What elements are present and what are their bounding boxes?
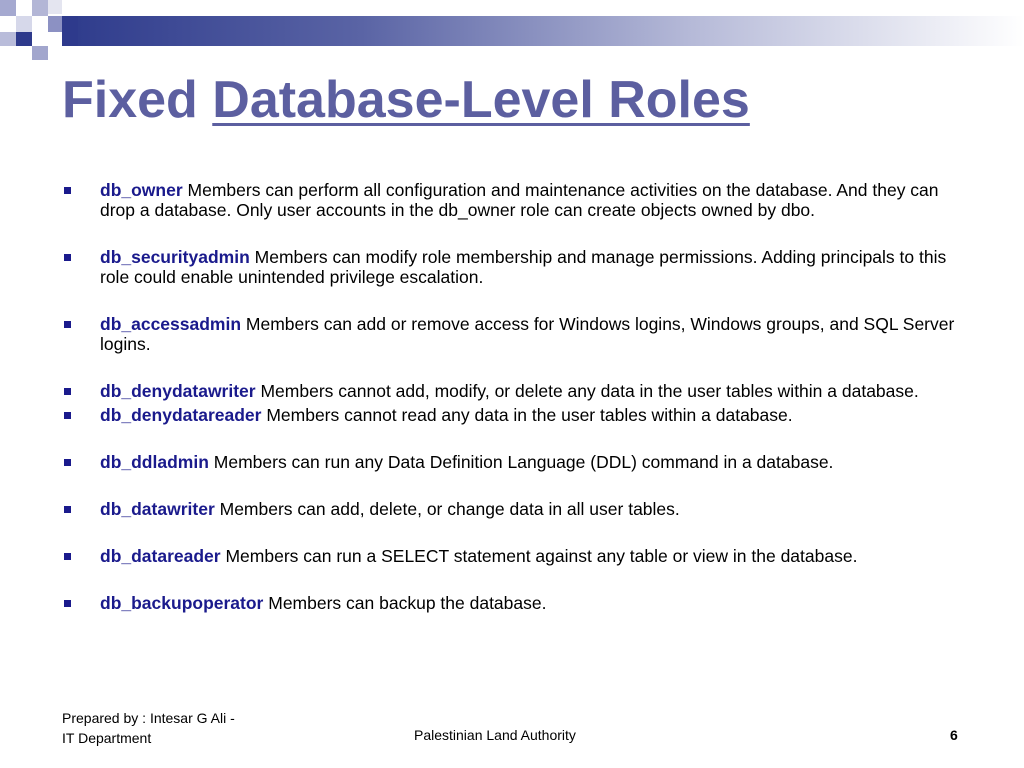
footer-author-line1: Prepared by : Intesar G Ali - [62,710,235,726]
role-description: Members can run a SELECT statement against any table or view in the database. [225,546,858,566]
role-name: db_datawriter [100,499,215,519]
roles-list [62,180,972,613]
role-name: db_datareader [100,546,221,566]
bullet-icon [64,553,71,560]
role-name: db_owner [100,180,183,200]
decor-square [16,32,32,46]
bullet-icon [64,412,71,419]
role-description: Members can add, delete, or change data in all user tables. [219,499,680,519]
role-name: db_backupoperator [100,593,264,613]
role-description: Members can backup the database. [268,593,547,613]
role-name: db_ddladmin [100,452,209,472]
list-item-db-datareader [62,546,972,566]
title-main: Database-Level Roles [212,71,750,129]
bullet-icon [64,506,71,513]
bullet-icon [64,600,71,607]
role-name: db_accessadmin [100,314,242,334]
list-item-db-ddladmin [62,452,972,472]
list-item-db-securityadmin [62,247,972,287]
slide-number: 6 [950,727,958,743]
decor-square [48,0,62,14]
list-item-db-datawriter [62,499,972,519]
bullet-icon [64,254,71,261]
list-item-db-accessadmin [62,314,972,354]
role-description: Members cannot add, modify, or delete any data in the user tables within a database. [260,381,919,401]
role-description: Members can modify role membership and manage permissions. Adding principals to this role could enable unintended privilege escalation. [100,247,947,287]
slide-title [62,72,750,129]
bullet-icon [64,187,71,194]
list-item-db-denydatawriter [62,381,972,401]
bullet-icon [64,388,71,395]
bullet-icon [64,321,71,328]
decor-square [32,46,48,60]
role-description: Members can run any Data Definition Language (DDL) command in a database. [213,452,834,472]
decor-square [0,32,16,46]
header-gradient-band [78,16,1024,46]
bullet-icon [64,459,71,466]
decor-square [62,16,78,46]
list-item-db-backupoperator [62,593,972,613]
list-item-db-owner [62,180,972,220]
role-description: Members can perform all configuration and maintenance activities on the database. And they can drop a database. Only user accounts in the db_owner role can create objects owned by dbo. [100,180,939,220]
role-name: db_denydatawriter [100,381,256,401]
footer-author [62,708,235,748]
decor-square [0,0,16,16]
decor-square [32,0,48,16]
footer-author-line2: IT Department [62,730,152,746]
list-item-db-denydatareader [62,405,972,425]
role-name: db_securityadmin [100,247,250,267]
role-description: Members can add or remove access for Windows logins, Windows groups, and SQL Server logins. [100,314,955,354]
role-name: db_denydatareader [100,405,262,425]
decor-square [48,16,62,32]
title-prefix: Fixed [62,71,213,129]
role-description: Members cannot read any data in the user tables within a database. [266,405,793,425]
decor-square [16,16,32,32]
footer-organization: Palestinian Land Authority [414,727,576,743]
